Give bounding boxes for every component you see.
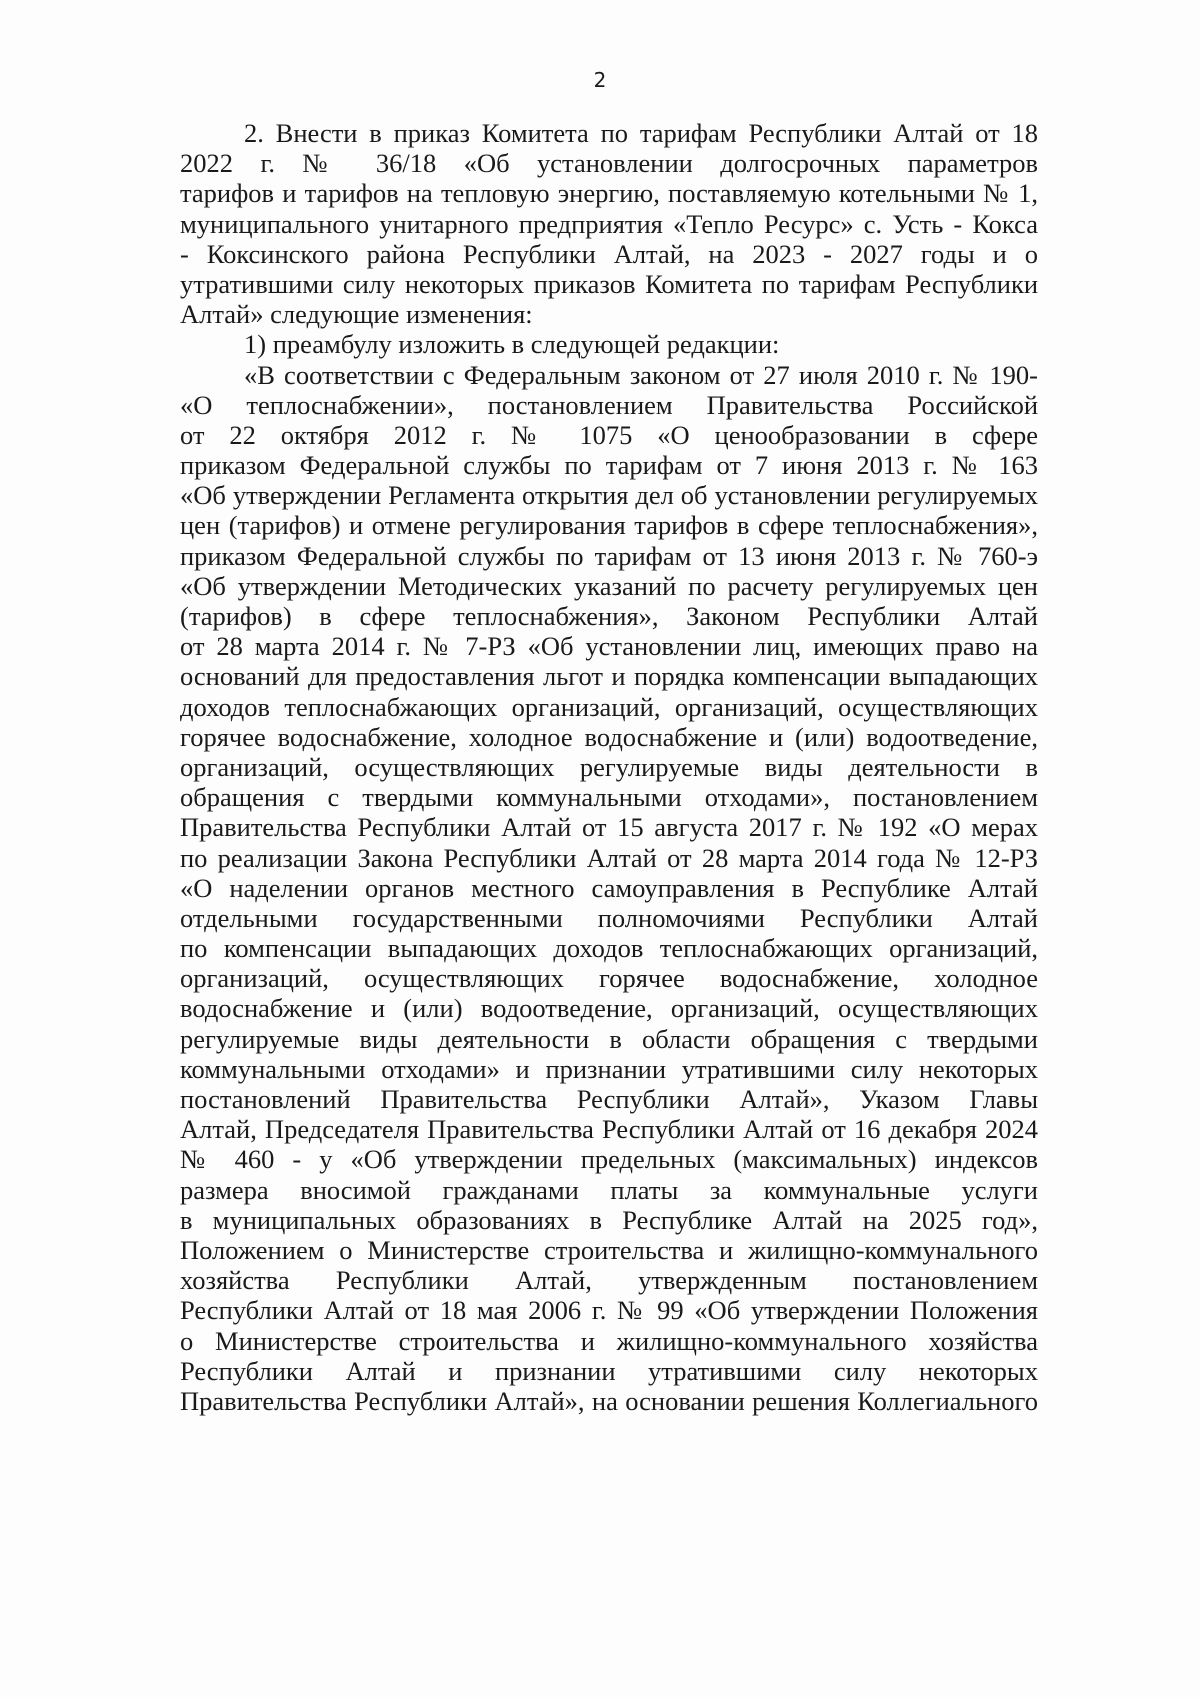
text-line: Алтай, Председателя Правительства Республики Алтай от 16 декабря 2024 bbox=[180, 1114, 1038, 1145]
text-line: «О теплоснабжении», постановлением Правительства Российской bbox=[180, 389, 1038, 420]
text-line: Республики Алтай и признании утратившими силу некоторых bbox=[180, 1355, 1038, 1386]
text-line: Алтай» следующие изменения: bbox=[180, 299, 533, 330]
text-line: приказом Федеральной службы по тарифам от 13 июня 2013 г. № 760-э bbox=[180, 540, 1038, 571]
text-line: горячее водоснабжение, холодное водоснабжение и (или) водоотведение, bbox=[180, 721, 1038, 752]
text-line: - Коксинского района Республики Алтай, на 2023 - 2027 годы и о bbox=[180, 238, 1038, 269]
text-line: коммунальными отходами» и признании утратившими силу некоторых bbox=[180, 1053, 1038, 1084]
text-line: по компенсации выпадающих доходов теплоснабжающих организаций, bbox=[180, 933, 1038, 964]
text-line: приказом Федеральной службы по тарифам от 7 июня 2013 г. № 163 bbox=[180, 450, 1038, 481]
text-line: «В соответствии с Федеральным законом от 27 июля 2010 г. № 190- bbox=[244, 359, 1038, 390]
text-line: 2. Внести в приказ Комитета по тарифам Республики Алтай от 18 bbox=[244, 118, 1038, 148]
text-line: в муниципальных образованиях в Республике Алтай на 2025 год», bbox=[180, 1204, 1038, 1235]
text-line: Правительства Республики Алтай от 15 августа 2017 г. № 192 «О мерах bbox=[180, 812, 1038, 843]
text-line: размера вносимой гражданами платы за коммунальные услуги bbox=[180, 1174, 1038, 1205]
text-line: Республики Алтай от 18 мая 2006 г. № 99 «Об утверждении Положения bbox=[180, 1295, 1038, 1326]
text-line: организаций, осуществляющих горячее водоснабжение, холодное bbox=[180, 963, 1038, 994]
text-line: от 22 октября 2012 г. № 1075 «О ценообразовании в сфере bbox=[180, 419, 1038, 450]
text-line: по реализации Закона Республики Алтай от 28 марта 2014 года № 12-РЗ bbox=[180, 842, 1038, 873]
text-line: доходов теплоснабжающих организаций, организаций, осуществляющих bbox=[180, 691, 1038, 722]
text-line: муниципального унитарного предприятия «Тепло Ресурс» с. Усть - Кокса bbox=[180, 208, 1038, 239]
text-line: «О наделении органов местного самоуправления в Республике Алтай bbox=[180, 872, 1038, 903]
text-line: тарифов и тарифов на тепловую энергию, поставляемую котельными № 1, bbox=[180, 178, 1038, 209]
text-line: от 28 марта 2014 г. № 7-РЗ «Об установлении лиц, имеющих право на bbox=[180, 631, 1038, 662]
text-line: 2022 г. № 36/18 «Об установлении долгосрочных параметров bbox=[180, 148, 1038, 179]
document-body bbox=[180, 118, 1038, 1416]
page-number: 2 bbox=[593, 68, 607, 92]
text-line: обращения с твердыми коммунальными отходами», постановлением bbox=[180, 782, 1038, 813]
text-line: оснований для предоставления льгот и порядка компенсации выпадающих bbox=[180, 661, 1038, 692]
text-line: (тарифов) в сфере теплоснабжения», Законом Республики Алтай bbox=[180, 601, 1038, 631]
text-line: 1) преамбулу изложить в следующей редакции: bbox=[244, 329, 780, 360]
text-line: Правительства Республики Алтай», на основании решения Коллегиального bbox=[180, 1385, 1038, 1416]
text-line: отдельными государственными полномочиями Республики Алтай bbox=[180, 902, 1038, 933]
text-line: № 460 - у «Об утверждении предельных (максимальных) индексов bbox=[180, 1144, 1038, 1175]
text-line: о Министерстве строительства и жилищно-коммунального хозяйства bbox=[180, 1325, 1038, 1356]
text-line: утратившими силу некоторых приказов Комитета по тарифам Республики bbox=[180, 268, 1038, 299]
text-line: хозяйства Республики Алтай, утвержденным постановлением bbox=[180, 1265, 1038, 1296]
text-line: «Об утверждении Методических указаний по расчету регулируемых цен bbox=[180, 570, 1038, 601]
text-line: водоснабжение и (или) водоотведение, организаций, осуществляющих bbox=[180, 993, 1038, 1024]
text-line: регулируемые виды деятельности в области обращения с твердыми bbox=[180, 1023, 1038, 1054]
text-line: цен (тарифов) и отмене регулирования тарифов в сфере теплоснабжения», bbox=[180, 510, 1038, 541]
text-line: «Об утверждении Регламента открытия дел об установлении регулируемых bbox=[180, 480, 1038, 511]
text-line: постановлений Правительства Республики Алтай», Указом Главы bbox=[180, 1084, 1038, 1114]
text-line: организаций, осуществляющих регулируемые виды деятельности в bbox=[180, 751, 1038, 782]
text-line: Положением о Министерстве строительства и жилищно-коммунального bbox=[180, 1234, 1038, 1265]
